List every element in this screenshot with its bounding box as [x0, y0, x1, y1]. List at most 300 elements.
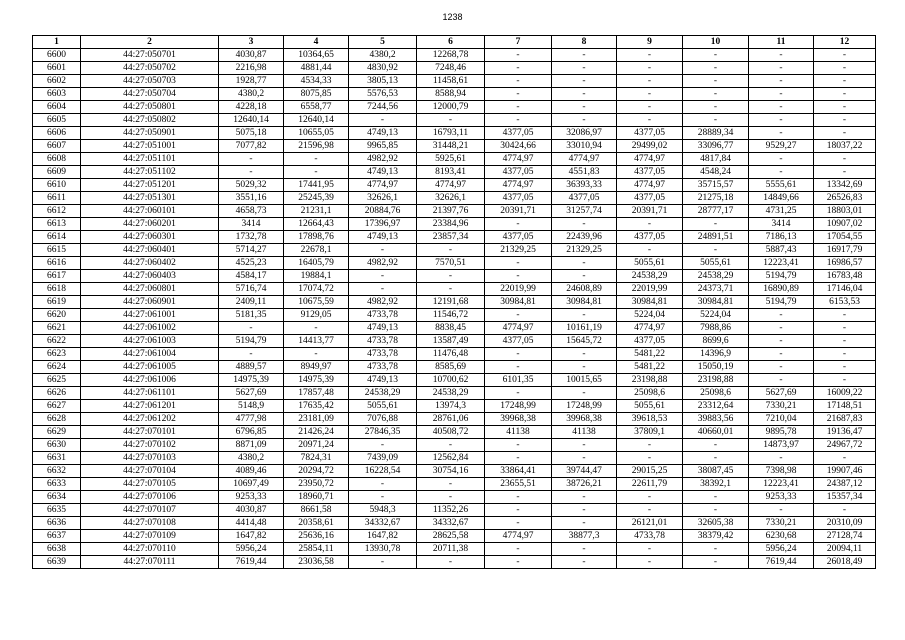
- table-row: [33, 452, 876, 465]
- table-cell: -: [814, 75, 876, 88]
- table-cell: -: [485, 62, 552, 75]
- table-cell: 28625,58: [417, 530, 485, 543]
- table-cell: 4774,97: [485, 179, 552, 192]
- table-cell: 44:27:051102: [81, 166, 219, 179]
- table-cell: -: [284, 322, 349, 335]
- table-row: [33, 309, 876, 322]
- table-cell: 44:27:050703: [81, 75, 219, 88]
- table-cell: 6605: [33, 114, 81, 127]
- table-cell: 12191,68: [417, 296, 485, 309]
- table-cell: 16228,54: [349, 465, 417, 478]
- table-cell: 6624: [33, 361, 81, 374]
- table-cell: 5055,61: [349, 400, 417, 413]
- table-cell: 25854,11: [284, 543, 349, 556]
- table-cell: -: [683, 101, 749, 114]
- column-header: 5: [349, 36, 417, 49]
- table-cell: 8871,09: [219, 439, 284, 452]
- table-cell: 44:27:061002: [81, 322, 219, 335]
- table-row: [33, 465, 876, 478]
- table-cell: -: [814, 153, 876, 166]
- table-cell: 35715,57: [683, 179, 749, 192]
- table-cell: 36393,33: [552, 179, 617, 192]
- table-cell: 4377,05: [617, 166, 683, 179]
- table-cell: -: [485, 218, 552, 231]
- table-cell: 6601: [33, 62, 81, 75]
- table-cell: 26018,49: [814, 556, 876, 569]
- table-cell: 44:27:050801: [81, 101, 219, 114]
- table-cell: 39883,56: [683, 413, 749, 426]
- table-cell: 4380,2: [219, 88, 284, 101]
- table-cell: 13974,3: [417, 400, 485, 413]
- column-header: 3: [219, 36, 284, 49]
- table-cell: 38726,21: [552, 478, 617, 491]
- table-cell: 7570,51: [417, 257, 485, 270]
- table-cell: 9965,85: [349, 140, 417, 153]
- table-cell: -: [284, 166, 349, 179]
- table-cell: 5055,61: [617, 400, 683, 413]
- table-cell: 10655,05: [284, 127, 349, 140]
- table-cell: 23036,58: [284, 556, 349, 569]
- table-cell: 4749,13: [349, 322, 417, 335]
- table-row: [33, 517, 876, 530]
- table-row: [33, 166, 876, 179]
- table-cell: 10907,02: [814, 218, 876, 231]
- table-cell: 4731,25: [749, 205, 814, 218]
- table-cell: 4982,92: [349, 153, 417, 166]
- table-cell: -: [417, 270, 485, 283]
- table-cell: -: [552, 309, 617, 322]
- table-cell: 44:27:051301: [81, 192, 219, 205]
- table-cell: 44:27:050701: [81, 49, 219, 62]
- table-cell: 21397,76: [417, 205, 485, 218]
- table-cell: 7988,86: [683, 322, 749, 335]
- table-cell: 4733,78: [617, 530, 683, 543]
- table-cell: -: [552, 75, 617, 88]
- table-cell: 33864,41: [485, 465, 552, 478]
- table-cell: 9253,33: [219, 491, 284, 504]
- table-row: [33, 556, 876, 569]
- table-cell: 16793,11: [417, 127, 485, 140]
- table-cell: -: [485, 387, 552, 400]
- table-cell: 16890,89: [749, 283, 814, 296]
- table-cell: 6625: [33, 374, 81, 387]
- table-cell: -: [552, 452, 617, 465]
- table-cell: -: [683, 62, 749, 75]
- table-body: [33, 49, 876, 569]
- table-cell: -: [284, 153, 349, 166]
- table-row: [33, 504, 876, 517]
- table-cell: 40660,01: [683, 426, 749, 439]
- table-cell: -: [219, 153, 284, 166]
- table-cell: 44:27:061001: [81, 309, 219, 322]
- table-cell: 7398,98: [749, 465, 814, 478]
- table-cell: 5224,04: [683, 309, 749, 322]
- table-row: [33, 296, 876, 309]
- table-cell: 6614: [33, 231, 81, 244]
- table-cell: -: [749, 88, 814, 101]
- table-cell: 13342,69: [814, 179, 876, 192]
- table-cell: 6606: [33, 127, 81, 140]
- table-cell: 22019,99: [485, 283, 552, 296]
- table-cell: 20310,09: [814, 517, 876, 530]
- table-cell: 29499,02: [617, 140, 683, 153]
- table-cell: -: [814, 361, 876, 374]
- table-cell: 23857,34: [417, 231, 485, 244]
- table-cell: -: [349, 491, 417, 504]
- table-cell: 44:27:060402: [81, 257, 219, 270]
- table-cell: 12640,14: [219, 114, 284, 127]
- table-cell: 34332,67: [349, 517, 417, 530]
- table-cell: 44:27:070108: [81, 517, 219, 530]
- table-cell: 17248,99: [485, 400, 552, 413]
- table-cell: 28889,34: [683, 127, 749, 140]
- table-cell: -: [617, 556, 683, 569]
- table-cell: -: [552, 218, 617, 231]
- table-cell: -: [417, 556, 485, 569]
- table-cell: 21329,25: [485, 244, 552, 257]
- table-cell: -: [219, 322, 284, 335]
- table-cell: 7330,21: [749, 400, 814, 413]
- table-cell: 7619,44: [749, 556, 814, 569]
- table-cell: 4377,05: [552, 192, 617, 205]
- table-cell: 12664,43: [284, 218, 349, 231]
- table-cell: 21275,18: [683, 192, 749, 205]
- table-cell: 21687,83: [814, 413, 876, 426]
- table-cell: 4889,57: [219, 361, 284, 374]
- table-cell: 22439,96: [552, 231, 617, 244]
- table-cell: 12562,84: [417, 452, 485, 465]
- table-cell: 4658,73: [219, 205, 284, 218]
- table-cell: 7077,82: [219, 140, 284, 153]
- table-cell: 9129,05: [284, 309, 349, 322]
- table-cell: 8588,94: [417, 88, 485, 101]
- table-cell: -: [349, 244, 417, 257]
- table-cell: -: [485, 257, 552, 270]
- table-row: [33, 114, 876, 127]
- table-cell: -: [552, 88, 617, 101]
- table-cell: 7248,46: [417, 62, 485, 75]
- table-cell: 44:27:060101: [81, 205, 219, 218]
- table-cell: 8699,6: [683, 335, 749, 348]
- table-cell: 30754,16: [417, 465, 485, 478]
- table-row: [33, 283, 876, 296]
- column-header: 12: [814, 36, 876, 49]
- table-cell: 12268,78: [417, 49, 485, 62]
- table-cell: 32605,38: [683, 517, 749, 530]
- table-cell: 21329,25: [552, 244, 617, 257]
- table-row: [33, 348, 876, 361]
- table-cell: 4030,87: [219, 49, 284, 62]
- table-cell: 28761,06: [417, 413, 485, 426]
- table-cell: 6600: [33, 49, 81, 62]
- table-cell: 6623: [33, 348, 81, 361]
- table-cell: -: [349, 114, 417, 127]
- table-cell: -: [749, 452, 814, 465]
- table-cell: 7210,04: [749, 413, 814, 426]
- table-cell: 3551,16: [219, 192, 284, 205]
- table-cell: 44:27:070110: [81, 543, 219, 556]
- table-cell: -: [749, 49, 814, 62]
- table-cell: 6602: [33, 75, 81, 88]
- table-cell: -: [349, 556, 417, 569]
- table-cell: 5075,18: [219, 127, 284, 140]
- table-cell: -: [683, 49, 749, 62]
- table-cell: -: [683, 88, 749, 101]
- table-cell: 9529,27: [749, 140, 814, 153]
- table-cell: -: [485, 309, 552, 322]
- table-cell: 10697,49: [219, 478, 284, 491]
- column-header: 8: [552, 36, 617, 49]
- table-cell: 5714,27: [219, 244, 284, 257]
- column-header: 6: [417, 36, 485, 49]
- table-cell: -: [552, 504, 617, 517]
- table-cell: 24608,89: [552, 283, 617, 296]
- table-cell: 20971,24: [284, 439, 349, 452]
- table-row: [33, 543, 876, 556]
- table-cell: -: [617, 439, 683, 452]
- table-cell: 4749,13: [349, 231, 417, 244]
- table-row: [33, 140, 876, 153]
- table-cell: 4377,05: [617, 231, 683, 244]
- table-cell: 6632: [33, 465, 81, 478]
- table-cell: 2216,98: [219, 62, 284, 75]
- table-cell: 40508,72: [417, 426, 485, 439]
- table-cell: 39968,38: [552, 413, 617, 426]
- table-cell: 7439,09: [349, 452, 417, 465]
- table-cell: -: [617, 88, 683, 101]
- table-cell: -: [417, 114, 485, 127]
- table-cell: 5481,22: [617, 361, 683, 374]
- table-cell: 23198,88: [617, 374, 683, 387]
- table-cell: 6619: [33, 296, 81, 309]
- table-cell: 38379,42: [683, 530, 749, 543]
- table-cell: -: [417, 491, 485, 504]
- table-cell: 21596,98: [284, 140, 349, 153]
- table-cell: 12000,79: [417, 101, 485, 114]
- table-cell: 20711,38: [417, 543, 485, 556]
- table-cell: 12223,41: [749, 257, 814, 270]
- table-cell: 14849,66: [749, 192, 814, 205]
- table-cell: 6628: [33, 413, 81, 426]
- column-header: 9: [617, 36, 683, 49]
- table-cell: 8661,58: [284, 504, 349, 517]
- table-cell: 23181,09: [284, 413, 349, 426]
- table-row: [33, 439, 876, 452]
- table-cell: 6635: [33, 504, 81, 517]
- table-cell: -: [617, 452, 683, 465]
- table-cell: -: [617, 49, 683, 62]
- table-cell: 17248,99: [552, 400, 617, 413]
- table-cell: 4584,17: [219, 270, 284, 283]
- table-cell: -: [417, 244, 485, 257]
- table-cell: 6608: [33, 153, 81, 166]
- table-cell: 4817,84: [683, 153, 749, 166]
- table-cell: 44:27:070103: [81, 452, 219, 465]
- table-row: [33, 426, 876, 439]
- table-cell: -: [349, 270, 417, 283]
- table-cell: 5029,32: [219, 179, 284, 192]
- table-cell: -: [749, 361, 814, 374]
- table-cell: -: [683, 491, 749, 504]
- table-cell: 44:27:070109: [81, 530, 219, 543]
- table-cell: 6617: [33, 270, 81, 283]
- table-cell: 8838,45: [417, 322, 485, 335]
- table-cell: 11458,61: [417, 75, 485, 88]
- table-cell: 17146,04: [814, 283, 876, 296]
- table-cell: -: [485, 270, 552, 283]
- table-cell: 30984,81: [683, 296, 749, 309]
- table-cell: 6153,53: [814, 296, 876, 309]
- table-cell: -: [485, 452, 552, 465]
- table-cell: 30984,81: [485, 296, 552, 309]
- table-cell: -: [617, 491, 683, 504]
- table-cell: 1647,82: [219, 530, 284, 543]
- table-cell: 24538,29: [349, 387, 417, 400]
- table-cell: 34332,67: [417, 517, 485, 530]
- table-cell: 6609: [33, 166, 81, 179]
- table-cell: 5956,24: [219, 543, 284, 556]
- table-cell: -: [485, 556, 552, 569]
- table-cell: 17898,76: [284, 231, 349, 244]
- table-cell: 44:27:060201: [81, 218, 219, 231]
- table-cell: -: [417, 439, 485, 452]
- table-cell: 33010,94: [552, 140, 617, 153]
- table-cell: 4982,92: [349, 257, 417, 270]
- table-cell: 18037,22: [814, 140, 876, 153]
- table-cell: 7330,21: [749, 517, 814, 530]
- table-cell: 44:27:061005: [81, 361, 219, 374]
- table-cell: -: [683, 75, 749, 88]
- table-cell: -: [485, 88, 552, 101]
- table-cell: 44:27:070102: [81, 439, 219, 452]
- table-cell: 6631: [33, 452, 81, 465]
- table-cell: -: [552, 543, 617, 556]
- data-table: [32, 35, 876, 569]
- table-row: [33, 218, 876, 231]
- table-row: [33, 244, 876, 257]
- table-cell: 6558,77: [284, 101, 349, 114]
- table-cell: 6101,35: [485, 374, 552, 387]
- table-cell: 6630: [33, 439, 81, 452]
- table-cell: 16405,79: [284, 257, 349, 270]
- table-cell: 26121,01: [617, 517, 683, 530]
- table-cell: 5481,22: [617, 348, 683, 361]
- table-cell: -: [552, 361, 617, 374]
- table-cell: -: [552, 270, 617, 283]
- table-cell: -: [552, 62, 617, 75]
- table-cell: -: [417, 478, 485, 491]
- table-row: [33, 530, 876, 543]
- table-cell: 18803,01: [814, 205, 876, 218]
- column-header: 1: [33, 36, 81, 49]
- table-cell: 4377,05: [617, 335, 683, 348]
- table-cell: 4733,78: [349, 348, 417, 361]
- table-cell: 4380,2: [219, 452, 284, 465]
- table-cell: 23950,72: [284, 478, 349, 491]
- table-cell: -: [349, 478, 417, 491]
- table-cell: 4377,05: [485, 335, 552, 348]
- table-cell: -: [485, 517, 552, 530]
- table-cell: 4414,48: [219, 517, 284, 530]
- table-cell: -: [552, 387, 617, 400]
- table-cell: 4774,97: [485, 322, 552, 335]
- table-cell: -: [552, 439, 617, 452]
- table-cell: 5181,35: [219, 309, 284, 322]
- table-cell: 4377,05: [485, 166, 552, 179]
- table-cell: 15050,19: [683, 361, 749, 374]
- table-cell: 7824,31: [284, 452, 349, 465]
- table-cell: 29015,25: [617, 465, 683, 478]
- table-cell: 24891,51: [683, 231, 749, 244]
- table-cell: -: [814, 322, 876, 335]
- table-cell: 4777,98: [219, 413, 284, 426]
- table-cell: -: [485, 504, 552, 517]
- table-cell: 5948,3: [349, 504, 417, 517]
- table-cell: 4733,78: [349, 335, 417, 348]
- table-cell: 4377,05: [485, 231, 552, 244]
- table-cell: 18960,71: [284, 491, 349, 504]
- table-cell: 6611: [33, 192, 81, 205]
- table-cell: -: [749, 504, 814, 517]
- table-cell: 20391,71: [617, 205, 683, 218]
- table-cell: 2409,11: [219, 296, 284, 309]
- table-cell: 6230,68: [749, 530, 814, 543]
- table-cell: 4774,97: [349, 179, 417, 192]
- table-cell: -: [617, 75, 683, 88]
- table-cell: 10161,19: [552, 322, 617, 335]
- table-row: [33, 231, 876, 244]
- table-cell: 44:27:070107: [81, 504, 219, 517]
- table-cell: 4774,97: [617, 322, 683, 335]
- table-cell: 44:27:070106: [81, 491, 219, 504]
- table-cell: 6626: [33, 387, 81, 400]
- table-cell: 4830,92: [349, 62, 417, 75]
- table-cell: 44:27:060401: [81, 244, 219, 257]
- table-cell: 24373,71: [683, 283, 749, 296]
- table-cell: -: [219, 166, 284, 179]
- table-header-row: [33, 36, 876, 49]
- table-cell: 5956,24: [749, 543, 814, 556]
- table-row: [33, 192, 876, 205]
- table-cell: -: [814, 309, 876, 322]
- column-header: 4: [284, 36, 349, 49]
- table-cell: 4377,05: [485, 192, 552, 205]
- table-cell: 5148,9: [219, 400, 284, 413]
- table-cell: 27846,35: [349, 426, 417, 439]
- table-cell: 10015,65: [552, 374, 617, 387]
- table-cell: 20294,72: [284, 465, 349, 478]
- table-cell: 4881,44: [284, 62, 349, 75]
- table-cell: -: [749, 322, 814, 335]
- table-cell: 44:27:051201: [81, 179, 219, 192]
- table-cell: -: [749, 75, 814, 88]
- table-cell: 10700,62: [417, 374, 485, 387]
- table-cell: 7186,13: [749, 231, 814, 244]
- table-cell: 3414: [749, 218, 814, 231]
- table-cell: 6796,85: [219, 426, 284, 439]
- table-cell: -: [485, 348, 552, 361]
- table-cell: -: [417, 283, 485, 296]
- table-cell: 5224,04: [617, 309, 683, 322]
- table-cell: 13587,49: [417, 335, 485, 348]
- table-row: [33, 374, 876, 387]
- table-cell: 4774,97: [552, 153, 617, 166]
- table-cell: 6621: [33, 322, 81, 335]
- table-cell: -: [552, 517, 617, 530]
- table-cell: 24538,29: [417, 387, 485, 400]
- table-cell: -: [683, 114, 749, 127]
- table-cell: 44:27:070104: [81, 465, 219, 478]
